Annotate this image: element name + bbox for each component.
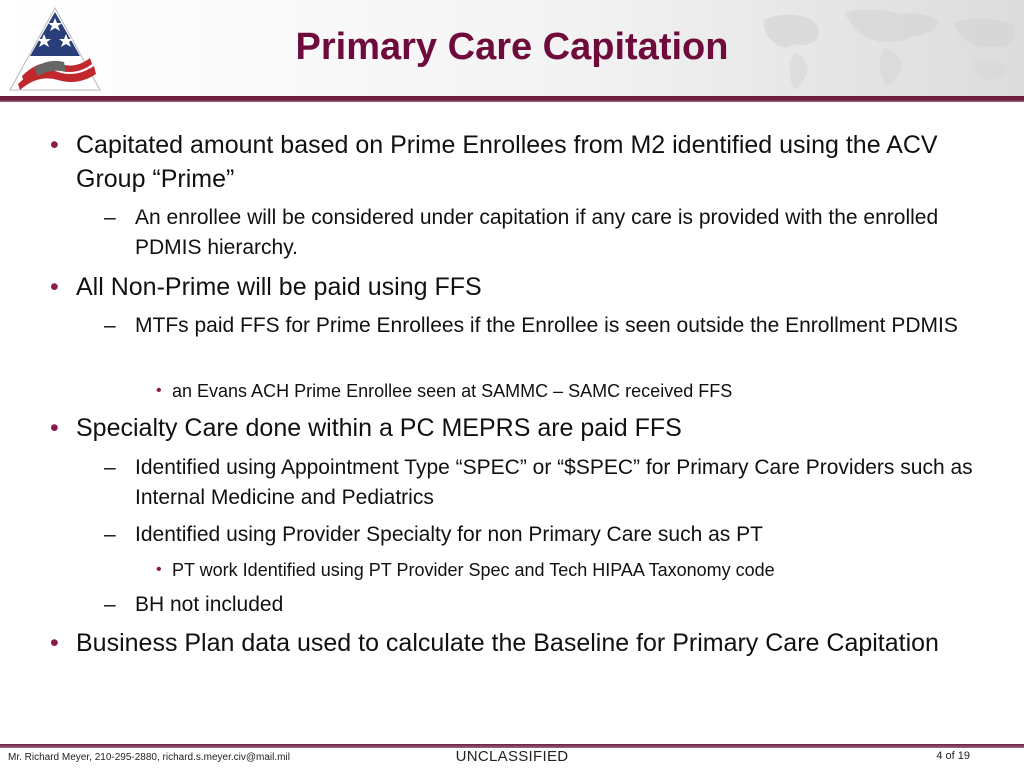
bullet-text: All Non-Prime will be paid using FFS [76, 273, 482, 301]
bullet-marker: • [50, 273, 59, 301]
dash-marker: – [104, 593, 116, 616]
bullet-marker: • [50, 414, 59, 442]
dash-marker: – [104, 206, 116, 229]
bullet-text: Identified using Appointment Type “SPEC” or “$SPEC” for Primary Care Providers such as Internal Medicine and Pediatrics [135, 456, 973, 509]
page-number: 4 of 19 [936, 750, 970, 762]
classification-label: UNCLASSIFIED [455, 748, 569, 765]
slide-header [0, 0, 1024, 96]
dash-marker: – [104, 523, 116, 546]
dash-marker: – [104, 456, 116, 479]
bullet-text: Business Plan data used to calculate the Baseline for Primary Care Capitation [76, 629, 939, 657]
slide-footer [0, 748, 1024, 768]
bullet-text: an Evans ACH Prime Enrollee seen at SAMMC – SAMC received FFS [172, 381, 733, 401]
bullet-text: Capitated amount based on Prime Enrollees from M2 identified using the ACV Group “Prime” [76, 131, 938, 193]
page-title: Primary Care Capitation [295, 26, 729, 68]
dot-marker: • [156, 561, 162, 578]
bullet-marker: • [50, 131, 59, 159]
bullet-text: Identified using Provider Specialty for non Primary Care such as PT [135, 523, 763, 546]
header-divider [0, 96, 1024, 102]
bullet-text: MTFs paid FFS for Prime Enrollees if the Enrollee is seen outside the Enrollment PDMIS [135, 314, 958, 337]
bullet-text: BH not included [135, 593, 284, 616]
dot-marker: • [156, 382, 162, 399]
bullet-text: PT work Identified using PT Provider Spec and Tech HIPAA Taxonomy code [172, 560, 775, 580]
bullet-marker: • [50, 629, 59, 657]
footer-contact: Mr. Richard Meyer, 210-295-2880, richard.s.meyer.civ@mail.mil [8, 752, 290, 763]
dash-marker: – [104, 314, 116, 337]
bullet-text: An enrollee will be considered under capitation if any care is provided with the enrolled PDMIS hierarchy. [135, 206, 939, 259]
bullet-text: Specialty Care done within a PC MEPRS are paid FFS [76, 414, 682, 442]
